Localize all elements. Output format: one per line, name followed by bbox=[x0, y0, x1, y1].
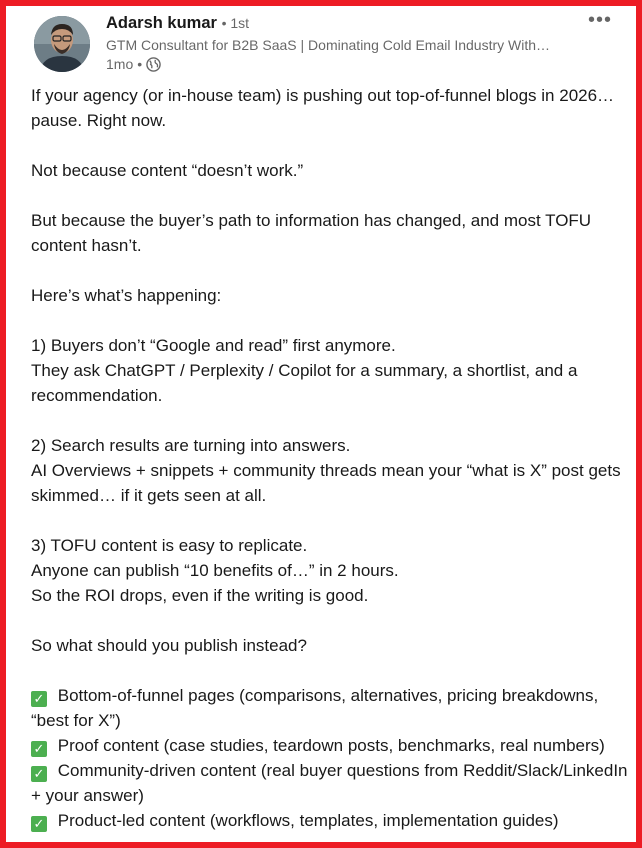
post-line: 3) TOFU content is easy to replicate. bbox=[31, 536, 308, 555]
post-paragraph: But because the buyer’s path to information has changed, and most TOFU content hasn’t. bbox=[31, 211, 592, 255]
author-name[interactable]: Adarsh kumar bbox=[106, 14, 217, 32]
checklist-text: Product-led content (workflows, templates, implementation guides) bbox=[57, 811, 559, 830]
post-paragraph bbox=[31, 433, 631, 508]
globe-icon bbox=[146, 57, 161, 72]
check-mark-icon: ✓ bbox=[31, 691, 47, 707]
post-paragraph: If your agency (or in-house team) is pushing out top-of-funnel blogs in 2026… pause. Right now. bbox=[31, 86, 615, 130]
checklist-text: Proof content (case studies, teardown posts, benchmarks, real numbers) bbox=[57, 736, 605, 755]
author-avatar[interactable] bbox=[34, 16, 90, 72]
post-line: 2) Search results are turning into answers. bbox=[31, 436, 351, 455]
check-mark-icon: ✓ bbox=[31, 766, 47, 782]
post-line: Anyone can publish “10 benefits of…” in 2 hours. bbox=[31, 561, 399, 580]
post-meta bbox=[106, 56, 161, 72]
checklist-text: Community-driven content (real buyer questions from Reddit/Slack/LinkedIn + your answer) bbox=[31, 761, 628, 805]
checklist-item bbox=[31, 808, 631, 833]
post-time: 1mo bbox=[106, 56, 134, 72]
check-mark-icon: ✓ bbox=[31, 741, 47, 757]
checklist-item bbox=[31, 758, 631, 808]
check-mark-icon: ✓ bbox=[31, 816, 47, 832]
post-paragraph: So what should you publish instead? bbox=[31, 636, 307, 655]
post-line: They ask ChatGPT / Perplexity / Copilot for a summary, a shortlist, and a recommendation. bbox=[31, 361, 578, 405]
more-options-button[interactable]: ••• bbox=[587, 9, 612, 31]
post-line: So the ROI drops, even if the writing is good. bbox=[31, 586, 369, 605]
post-paragraph bbox=[31, 533, 631, 608]
checklist bbox=[31, 683, 631, 833]
profile-photo-icon bbox=[34, 16, 90, 72]
post-body bbox=[31, 83, 631, 833]
post-header bbox=[29, 9, 626, 74]
post-line: AI Overviews + snippets + community threads mean your “what is X” post gets skimmed… if it gets seen at all. bbox=[31, 461, 621, 505]
checklist-item bbox=[31, 683, 631, 733]
checklist-item bbox=[31, 733, 631, 758]
post-line: 1) Buyers don’t “Google and read” first anymore. bbox=[31, 336, 396, 355]
post-paragraph bbox=[31, 333, 631, 408]
post-paragraph: Not because content “doesn’t work.” bbox=[31, 161, 304, 180]
author-name-line bbox=[106, 14, 249, 33]
connection-degree: • 1st bbox=[221, 15, 250, 31]
author-headline: GTM Consultant for B2B SaaS | Dominating Cold Email Industry With… bbox=[106, 37, 551, 53]
meta-separator: • bbox=[137, 56, 143, 72]
post-paragraph: Here’s what’s happening: bbox=[31, 286, 222, 305]
checklist-text: Bottom-of-funnel pages (comparisons, alternatives, pricing breakdowns, “best for X”) bbox=[31, 686, 599, 730]
